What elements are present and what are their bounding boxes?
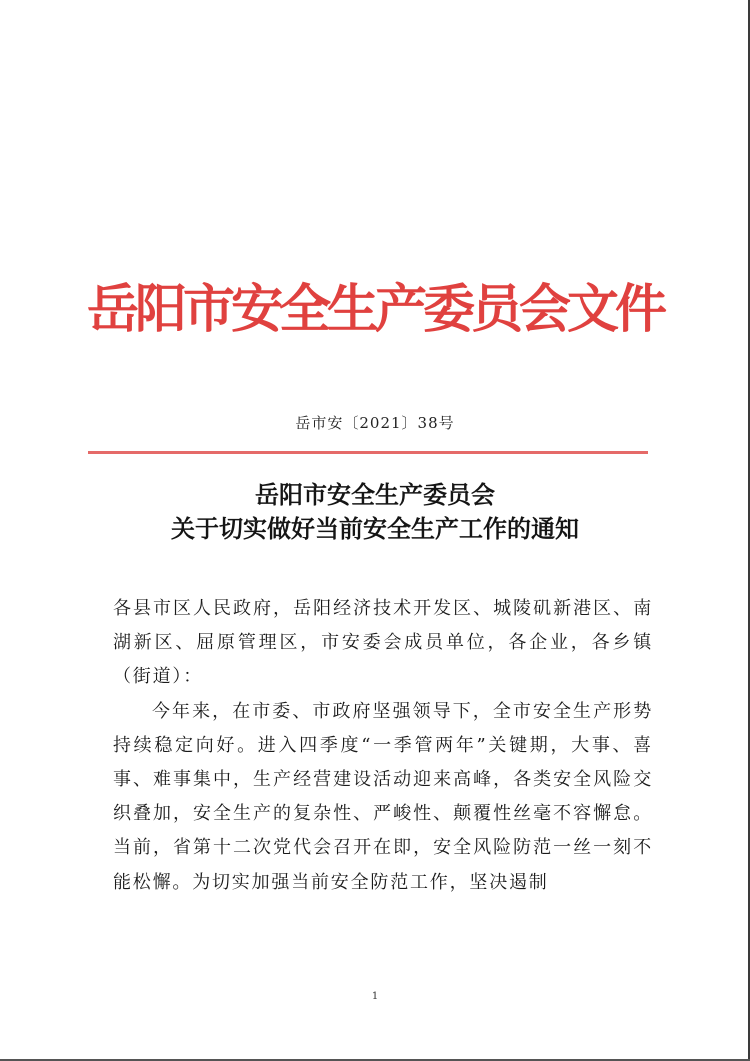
page-number: 1 [371,991,379,1002]
document-body [113,592,653,900]
document-number: 岳市安〔2021〕38号 [295,414,455,432]
addressee-paragraph: 各县市区人民政府，岳阳经济技术开发区、城陵矶新港区、南湖新区、屈原管理区，市安委会成员单位，各企业，各乡镇（街道）： [113,598,653,688]
title-line-1: 岳阳市安全生产委员会 [255,480,495,509]
title-line-2: 关于切实做好当前安全生产工作的通知 [171,514,579,543]
document-title [60,478,690,546]
body-paragraph: 今年来，在市委、市政府坚强领导下，全市安全生产形势持续稳定向好。进入四季度“一季管两年”关键期，大事、喜事、难事集中，生产经营建设活动迎来高峰，各类安全风险交织叠加，安全生产的复杂性、严峻性、颠覆性丝毫不容懈怠。当前，省第十二次党代会召开在即，安全风险防范一丝一刻不能松懈。为切实加强当前安全防范工作，坚决遏制 [113,700,653,893]
red-separator-line [88,451,648,454]
document-masthead: 岳阳市安全生产委员会文件 [86,279,663,340]
